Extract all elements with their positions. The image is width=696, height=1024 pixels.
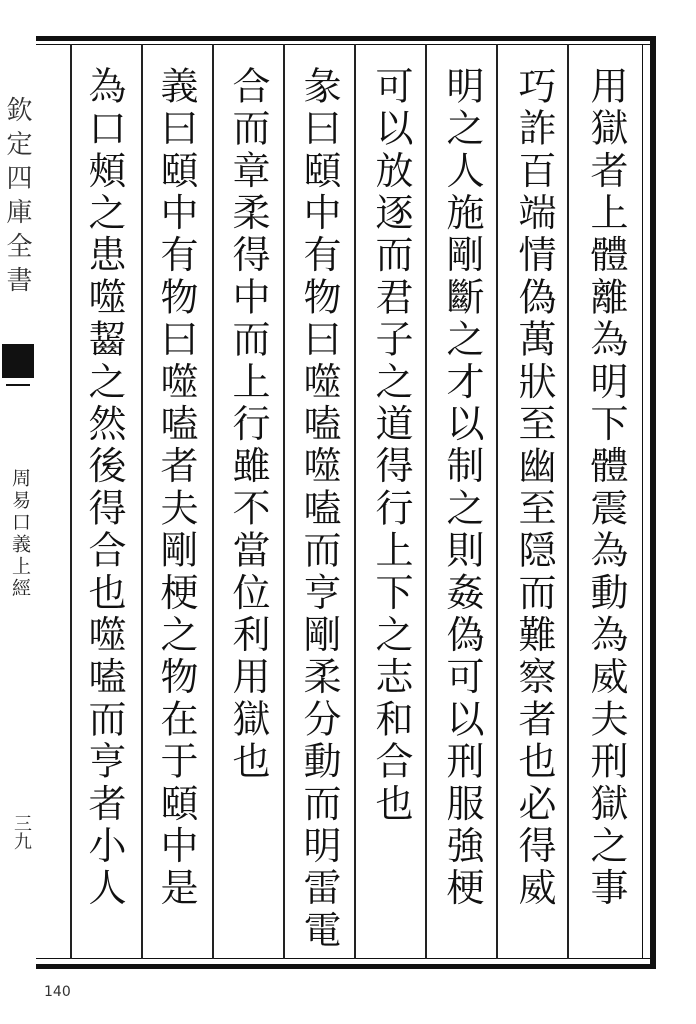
fishtail-rule (6, 384, 30, 386)
column-text: 可以放逐而君子之道得行上下之志和合也 (369, 66, 413, 826)
frame-bottom-border (36, 964, 656, 969)
margin-band (0, 44, 36, 959)
frame-top-border (36, 36, 656, 41)
frame-bottom-inner-rule (36, 958, 656, 959)
text-column-7 (148, 66, 204, 956)
column-text: 明之人施剛斷之才以制之則姦偽可以刑服強梗 (440, 66, 484, 910)
column-divider (70, 44, 72, 959)
book-title: 周易口義上經 (9, 468, 31, 600)
text-column-6 (220, 66, 276, 956)
column-text: 用獄者上體離為明下體震為動為威夫刑獄之事 (584, 66, 628, 910)
text-column-3 (434, 66, 490, 956)
text-column-8 (76, 66, 132, 956)
column-text: 義曰頤中有物曰噬嗑者夫剛梗之物在于頤中是 (154, 66, 198, 910)
column-divider (567, 44, 569, 959)
fishtail-mark (2, 344, 34, 378)
column-divider (354, 44, 356, 959)
frame-top-inner-rule (36, 44, 656, 45)
text-column-4 (363, 66, 419, 956)
text-column-5 (291, 66, 347, 956)
frame-right-inner-rule (642, 44, 643, 959)
column-divider (496, 44, 498, 959)
column-divider (141, 44, 143, 959)
collection-title: 欽定四庫全書 (2, 96, 32, 300)
column-divider (425, 44, 427, 959)
column-text: 巧詐百端情偽萬狀至幽至隠而難察者也必得威 (512, 66, 556, 910)
text-column-1 (578, 66, 634, 956)
column-text: 為口頰之患噬齧之然後得合也噬嗑而亨者小人 (82, 66, 126, 910)
column-text: 合而章柔得中而上行雖不當位利用獄也 (226, 66, 270, 784)
column-divider (283, 44, 285, 959)
scan-number: 140 (44, 984, 71, 1000)
frame-right-border (650, 36, 656, 969)
page-number: 三九 (11, 814, 32, 850)
column-divider (212, 44, 214, 959)
column-text: 彖曰頤中有物曰噬嗑噬嗑而亨剛柔分動而明雷電 (297, 66, 341, 953)
text-column-2 (506, 66, 562, 956)
